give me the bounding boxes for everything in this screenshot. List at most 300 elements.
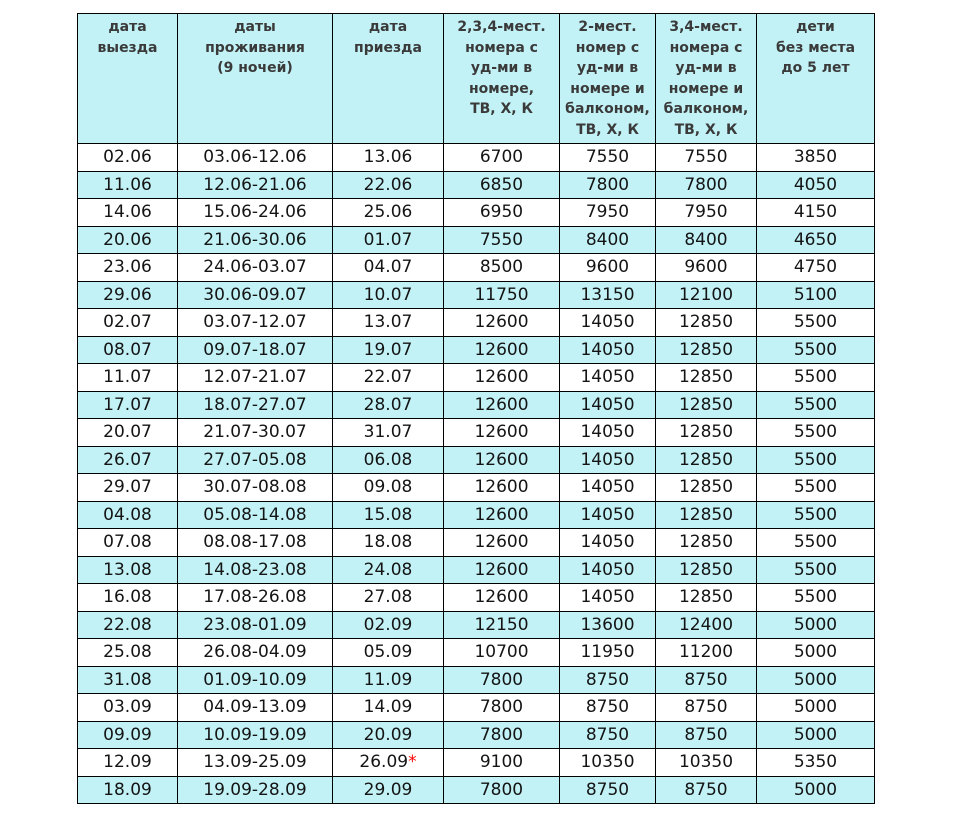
table-row xyxy=(78,529,875,557)
table-row xyxy=(78,694,875,722)
price-234-bed-cell-value: 6850 xyxy=(479,174,524,195)
price-34-bed-balcony-cell xyxy=(656,336,757,364)
table-body xyxy=(78,144,875,804)
header-row xyxy=(78,14,875,144)
arrival-date-cell-value: 22.06 xyxy=(363,174,413,195)
price-2-bed-balcony-cell-value: 13150 xyxy=(580,284,635,305)
header-line: номера с xyxy=(465,39,538,56)
table-row xyxy=(78,336,875,364)
table-row xyxy=(78,721,875,749)
arrival-date-cell-value: 27.08 xyxy=(363,587,413,608)
children-price-cell-value: 4750 xyxy=(793,257,838,278)
arrival-date-cell-value: 25.06 xyxy=(363,202,413,223)
price-34-bed-balcony-cell-value: 7950 xyxy=(684,202,728,223)
header-line: номера с xyxy=(669,39,743,56)
arrival-date-cell-value: 04.07 xyxy=(363,257,413,278)
stay-dates-cell xyxy=(178,666,333,694)
arrival-date-cell-value: 29.09 xyxy=(363,779,413,800)
price-2-bed-balcony-cell xyxy=(560,639,656,667)
arrival-date-cell-value: 24.08 xyxy=(363,559,413,580)
departure-date-cell xyxy=(78,446,178,474)
stay-dates-cell xyxy=(178,309,333,337)
children-price-cell-value: 5000 xyxy=(793,669,838,690)
header-line: номере и xyxy=(668,80,744,97)
price-2-bed-balcony-cell-value: 11950 xyxy=(580,642,635,663)
stay-dates-cell xyxy=(178,226,333,254)
header-line: проживания xyxy=(205,39,305,56)
children-price-cell xyxy=(757,749,875,777)
stay-dates-cell xyxy=(178,611,333,639)
price-234-bed-cell xyxy=(444,254,560,282)
header-line: даты xyxy=(234,19,276,35)
price-34-bed-balcony-cell-value: 8750 xyxy=(684,779,728,800)
price-234-bed-cell-value: 7550 xyxy=(479,229,524,250)
departure-date-cell-value: 07.08 xyxy=(103,532,152,553)
children-price-cell xyxy=(757,336,875,364)
departure-date-cell xyxy=(78,721,178,749)
stay-dates-cell xyxy=(178,584,333,612)
price-table xyxy=(77,13,875,804)
arrival-date-cell xyxy=(333,666,444,694)
children-price-cell xyxy=(757,226,875,254)
price-2-bed-balcony-cell xyxy=(560,309,656,337)
departure-date-cell xyxy=(78,501,178,529)
children-price-cell xyxy=(757,309,875,337)
arrival-date-cell xyxy=(333,529,444,557)
children-price-cell xyxy=(757,199,875,227)
stay-dates-cell xyxy=(178,281,333,309)
children-price-cell xyxy=(757,254,875,282)
price-2-bed-balcony-cell xyxy=(560,749,656,777)
price-34-bed-balcony-cell-value: 12850 xyxy=(678,532,734,553)
arrival-date-cell-value: 10.07 xyxy=(363,284,413,305)
price-34-bed-balcony-cell xyxy=(656,639,757,667)
price-234-bed-cell xyxy=(444,391,560,419)
price-2-bed-balcony-cell xyxy=(560,391,656,419)
header-line: дети xyxy=(796,19,835,35)
departure-date-cell-value: 04.08 xyxy=(103,504,152,525)
arrival-date-cell-value: 05.09 xyxy=(363,642,413,663)
arrival-date-cell-value: 15.08 xyxy=(363,504,413,525)
price-34-bed-balcony-cell-value: 10350 xyxy=(678,752,734,773)
price-2-bed-balcony-cell xyxy=(560,419,656,447)
departure-date-cell xyxy=(78,749,178,777)
price-34-bed-balcony-cell xyxy=(656,556,757,584)
price-234-bed-cell-value: 10700 xyxy=(474,642,529,663)
price-2-bed-balcony-cell xyxy=(560,281,656,309)
children-price-cell-value: 5500 xyxy=(793,532,838,553)
arrival-date-cell xyxy=(333,501,444,529)
children-price-cell xyxy=(757,281,875,309)
table-row xyxy=(78,309,875,337)
price-2-bed-balcony-cell-value: 7800 xyxy=(585,174,630,195)
header-arrival-date xyxy=(333,14,444,144)
stay-dates-cell xyxy=(178,391,333,419)
price-34-bed-balcony-cell-value: 7800 xyxy=(684,174,728,195)
price-34-bed-balcony-cell xyxy=(656,226,757,254)
arrival-date-cell xyxy=(333,556,444,584)
table-row xyxy=(78,666,875,694)
arrival-date-cell xyxy=(333,309,444,337)
price-234-bed-cell-value: 8500 xyxy=(479,257,524,278)
children-price-cell xyxy=(757,391,875,419)
table-row xyxy=(78,584,875,612)
table-row xyxy=(78,144,875,172)
price-2-bed-balcony-cell xyxy=(560,721,656,749)
table-row xyxy=(78,749,875,777)
price-34-bed-balcony-cell-value: 9600 xyxy=(684,257,728,278)
price-34-bed-balcony-cell xyxy=(656,584,757,612)
stay-dates-cell-value: 09.07-18.07 xyxy=(203,339,307,360)
header-children-no-bed xyxy=(757,14,875,144)
table-row xyxy=(78,199,875,227)
departure-date-cell-value: 03.09 xyxy=(103,697,152,718)
arrival-date-cell xyxy=(333,199,444,227)
departure-date-cell-value: 12.09 xyxy=(103,752,152,773)
price-34-bed-balcony-cell xyxy=(656,666,757,694)
price-234-bed-cell-value: 12600 xyxy=(474,477,529,498)
children-price-cell-value: 5000 xyxy=(793,697,838,718)
departure-date-cell-value: 26.07 xyxy=(103,449,152,470)
arrival-date-cell xyxy=(333,694,444,722)
price-34-bed-balcony-cell xyxy=(656,391,757,419)
departure-date-cell-value: 31.08 xyxy=(103,669,152,690)
header-price-34-bed-balcony xyxy=(656,14,757,144)
price-2-bed-balcony-cell xyxy=(560,144,656,172)
arrival-date-cell-value: 14.09 xyxy=(363,697,413,718)
departure-date-cell-value: 14.06 xyxy=(103,202,152,223)
footnote-asterisk: * xyxy=(408,752,417,773)
header-stay-dates xyxy=(178,14,333,144)
departure-date-cell-value: 11.06 xyxy=(103,174,152,195)
departure-date-cell-value: 11.07 xyxy=(103,367,152,388)
children-price-cell-value: 5500 xyxy=(793,394,838,415)
arrival-date-cell-value: 20.09 xyxy=(363,724,413,745)
arrival-date-cell-value: 26.09 xyxy=(359,752,409,773)
table-row xyxy=(78,226,875,254)
header-line: балконом, xyxy=(565,101,650,117)
header-price-234-bed xyxy=(444,14,560,144)
price-34-bed-balcony-cell xyxy=(656,309,757,337)
price-34-bed-balcony-cell-value: 12850 xyxy=(678,312,734,333)
price-2-bed-balcony-cell-value: 14050 xyxy=(580,367,635,388)
stay-dates-cell xyxy=(178,419,333,447)
price-234-bed-cell xyxy=(444,776,560,804)
price-234-bed-cell-value: 11750 xyxy=(474,284,529,305)
price-34-bed-balcony-cell xyxy=(656,171,757,199)
stay-dates-cell xyxy=(178,776,333,804)
price-2-bed-balcony-cell-value: 14050 xyxy=(580,587,635,608)
children-price-cell xyxy=(757,529,875,557)
price-234-bed-cell-value: 12600 xyxy=(474,587,529,608)
arrival-date-cell xyxy=(333,446,444,474)
price-234-bed-cell-value: 7800 xyxy=(479,669,524,690)
price-2-bed-balcony-cell-value: 10350 xyxy=(580,752,635,773)
stay-dates-cell-value: 05.08-14.08 xyxy=(203,504,307,525)
price-234-bed-cell-value: 6950 xyxy=(479,202,524,223)
departure-date-cell xyxy=(78,639,178,667)
table-row xyxy=(78,776,875,804)
price-234-bed-cell xyxy=(444,749,560,777)
children-price-cell-value: 5500 xyxy=(793,449,838,470)
price-2-bed-balcony-cell-value: 13600 xyxy=(580,614,635,635)
header-line: уд-ми в xyxy=(576,60,639,76)
price-2-bed-balcony-cell-value: 14050 xyxy=(580,477,635,498)
departure-date-cell xyxy=(78,776,178,804)
header-line: номере, xyxy=(468,80,535,97)
departure-date-cell-value: 18.09 xyxy=(103,779,152,800)
stay-dates-cell-value: 27.07-05.08 xyxy=(203,449,307,470)
price-2-bed-balcony-cell-value: 14050 xyxy=(580,504,635,525)
children-price-cell-value: 5000 xyxy=(793,724,838,745)
children-price-cell-value: 5500 xyxy=(793,367,838,388)
arrival-date-cell xyxy=(333,584,444,612)
price-234-bed-cell-value: 12600 xyxy=(474,367,529,388)
departure-date-cell-value: 16.08 xyxy=(103,587,152,608)
children-price-cell-value: 5500 xyxy=(793,504,838,525)
header-line: 2,3,4-мест. xyxy=(457,19,546,35)
arrival-date-cell xyxy=(333,254,444,282)
price-34-bed-balcony-cell-value: 12100 xyxy=(678,284,734,305)
stay-dates-cell-value: 01.09-10.09 xyxy=(203,669,307,690)
stay-dates-cell xyxy=(178,694,333,722)
price-34-bed-balcony-cell-value: 12850 xyxy=(678,339,734,360)
price-34-bed-balcony-cell-value: 12850 xyxy=(678,477,734,498)
price-2-bed-balcony-cell-value: 14050 xyxy=(580,449,635,470)
price-2-bed-balcony-cell xyxy=(560,584,656,612)
stay-dates-cell xyxy=(178,254,333,282)
stay-dates-cell-value: 15.06-24.06 xyxy=(203,202,307,223)
departure-date-cell-value: 17.07 xyxy=(103,394,152,415)
children-price-cell xyxy=(757,694,875,722)
price-34-bed-balcony-cell xyxy=(656,254,757,282)
departure-date-cell xyxy=(78,199,178,227)
price-2-bed-balcony-cell-value: 8750 xyxy=(585,669,630,690)
departure-date-cell xyxy=(78,694,178,722)
arrival-date-cell xyxy=(333,281,444,309)
stay-dates-cell-value: 17.08-26.08 xyxy=(203,587,307,608)
departure-date-cell xyxy=(78,226,178,254)
price-2-bed-balcony-cell-value: 14050 xyxy=(580,312,635,333)
children-price-cell-value: 4050 xyxy=(793,174,838,195)
price-234-bed-cell xyxy=(444,584,560,612)
header-line: 2-мест. xyxy=(578,19,637,35)
children-price-cell xyxy=(757,556,875,584)
header-line: уд-ми в xyxy=(470,60,533,76)
children-price-cell-value: 5000 xyxy=(793,642,838,663)
departure-date-cell xyxy=(78,556,178,584)
children-price-cell xyxy=(757,584,875,612)
stay-dates-cell xyxy=(178,721,333,749)
price-34-bed-balcony-cell-value: 12400 xyxy=(678,614,734,635)
price-234-bed-cell xyxy=(444,364,560,392)
children-price-cell-value: 4150 xyxy=(793,202,838,223)
price-2-bed-balcony-cell xyxy=(560,666,656,694)
header-line: (9 ночей) xyxy=(217,60,293,76)
price-34-bed-balcony-cell-value: 8400 xyxy=(684,229,728,250)
header-line: балконом, xyxy=(663,101,749,117)
price-2-bed-balcony-cell xyxy=(560,254,656,282)
children-price-cell xyxy=(757,639,875,667)
stay-dates-cell-value: 18.07-27.07 xyxy=(203,394,307,415)
departure-date-cell xyxy=(78,529,178,557)
price-234-bed-cell-value: 12600 xyxy=(474,312,529,333)
departure-date-cell-value: 08.07 xyxy=(103,339,152,360)
price-2-bed-balcony-cell xyxy=(560,171,656,199)
price-2-bed-balcony-cell xyxy=(560,529,656,557)
price-34-bed-balcony-cell-value: 12850 xyxy=(678,559,734,580)
arrival-date-cell xyxy=(333,364,444,392)
arrival-date-cell xyxy=(333,776,444,804)
children-price-cell-value: 5000 xyxy=(793,779,838,800)
stay-dates-cell-value: 03.06-12.06 xyxy=(203,147,307,168)
stay-dates-cell-value: 04.09-13.09 xyxy=(203,697,307,718)
price-2-bed-balcony-cell xyxy=(560,556,656,584)
children-price-cell xyxy=(757,171,875,199)
arrival-date-cell-value: 11.09 xyxy=(363,669,413,690)
price-34-bed-balcony-cell xyxy=(656,501,757,529)
departure-date-cell xyxy=(78,666,178,694)
price-234-bed-cell-value: 6700 xyxy=(479,147,524,168)
price-234-bed-cell xyxy=(444,144,560,172)
departure-date-cell xyxy=(78,281,178,309)
children-price-cell xyxy=(757,446,875,474)
arrival-date-cell-value: 19.07 xyxy=(363,339,413,360)
price-34-bed-balcony-cell xyxy=(656,474,757,502)
stay-dates-cell-value: 23.08-01.09 xyxy=(203,614,307,635)
arrival-date-cell-value: 18.08 xyxy=(363,532,413,553)
stay-dates-cell xyxy=(178,171,333,199)
arrival-date-cell xyxy=(333,226,444,254)
children-price-cell xyxy=(757,611,875,639)
departure-date-cell xyxy=(78,391,178,419)
departure-date-cell-value: 20.07 xyxy=(103,422,152,443)
price-34-bed-balcony-cell xyxy=(656,144,757,172)
price-2-bed-balcony-cell xyxy=(560,446,656,474)
stay-dates-cell xyxy=(178,501,333,529)
price-34-bed-balcony-cell xyxy=(656,529,757,557)
stay-dates-cell-value: 30.07-08.08 xyxy=(203,477,307,498)
children-price-cell xyxy=(757,144,875,172)
departure-date-cell-value: 29.06 xyxy=(103,284,152,305)
price-234-bed-cell-value: 7800 xyxy=(479,724,524,745)
header-line: приезда xyxy=(354,39,422,56)
price-2-bed-balcony-cell xyxy=(560,611,656,639)
arrival-date-cell xyxy=(333,336,444,364)
price-234-bed-cell-value: 7800 xyxy=(479,779,524,800)
stay-dates-cell-value: 24.06-03.07 xyxy=(203,257,307,278)
price-34-bed-balcony-cell xyxy=(656,776,757,804)
price-2-bed-balcony-cell-value: 14050 xyxy=(580,532,635,553)
price-34-bed-balcony-cell xyxy=(656,611,757,639)
price-34-bed-balcony-cell-value: 8750 xyxy=(684,669,728,690)
header-line: до 5 лет xyxy=(781,60,850,76)
children-price-cell-value: 5000 xyxy=(793,614,838,635)
children-price-cell-value: 5500 xyxy=(793,339,838,360)
table-row xyxy=(78,474,875,502)
children-price-cell xyxy=(757,419,875,447)
stay-dates-cell-value: 14.08-23.08 xyxy=(203,559,307,580)
stay-dates-cell xyxy=(178,364,333,392)
price-2-bed-balcony-cell-value: 8400 xyxy=(585,229,630,250)
children-price-cell-value: 5500 xyxy=(793,312,838,333)
arrival-date-cell-value: 22.07 xyxy=(363,367,413,388)
price-34-bed-balcony-cell xyxy=(656,419,757,447)
stay-dates-cell xyxy=(178,144,333,172)
price-234-bed-cell xyxy=(444,336,560,364)
table-row xyxy=(78,391,875,419)
price-2-bed-balcony-cell-value: 14050 xyxy=(580,339,635,360)
departure-date-cell-value: 23.06 xyxy=(103,257,152,278)
price-34-bed-balcony-cell-value: 12850 xyxy=(678,504,734,525)
price-234-bed-cell xyxy=(444,446,560,474)
stay-dates-cell-value: 19.09-28.09 xyxy=(203,779,307,800)
price-234-bed-cell xyxy=(444,639,560,667)
stay-dates-cell xyxy=(178,639,333,667)
price-34-bed-balcony-cell-value: 11200 xyxy=(678,642,734,663)
children-price-cell-value: 5500 xyxy=(793,559,838,580)
arrival-date-cell-value: 06.08 xyxy=(363,449,413,470)
arrival-date-cell xyxy=(333,749,444,777)
stay-dates-cell-value: 13.09-25.09 xyxy=(203,752,307,773)
price-234-bed-cell-value: 12600 xyxy=(474,504,529,525)
arrival-date-cell-value: 28.07 xyxy=(363,394,413,415)
children-price-cell-value: 5500 xyxy=(793,587,838,608)
header-line: 3,4-мест. xyxy=(669,19,743,35)
header-line: без места xyxy=(775,39,856,56)
header-line: ТВ, Х, К xyxy=(674,121,738,138)
price-234-bed-cell-value: 9100 xyxy=(479,752,524,773)
arrival-date-cell-value: 01.07 xyxy=(363,229,413,250)
price-234-bed-cell-value: 12600 xyxy=(474,559,529,580)
price-2-bed-balcony-cell xyxy=(560,694,656,722)
children-price-cell xyxy=(757,474,875,502)
price-234-bed-cell xyxy=(444,419,560,447)
price-34-bed-balcony-cell xyxy=(656,749,757,777)
header-departure-date xyxy=(78,14,178,144)
price-234-bed-cell-value: 12600 xyxy=(474,449,529,470)
stay-dates-cell xyxy=(178,446,333,474)
departure-date-cell-value: 29.07 xyxy=(103,477,152,498)
stay-dates-cell-value: 10.09-19.09 xyxy=(203,724,307,745)
departure-date-cell xyxy=(78,336,178,364)
table-row xyxy=(78,254,875,282)
price-234-bed-cell-value: 12600 xyxy=(474,339,529,360)
children-price-cell-value: 5500 xyxy=(793,477,838,498)
price-234-bed-cell xyxy=(444,171,560,199)
price-34-bed-balcony-cell-value: 8750 xyxy=(684,724,728,745)
arrival-date-cell xyxy=(333,639,444,667)
table-row xyxy=(78,364,875,392)
header-line: ТВ, Х, К xyxy=(470,101,533,117)
header-line: номер с xyxy=(575,39,640,56)
price-234-bed-cell xyxy=(444,281,560,309)
children-price-cell-value: 3850 xyxy=(793,147,838,168)
price-34-bed-balcony-cell xyxy=(656,721,757,749)
stay-dates-cell-value: 26.08-04.09 xyxy=(203,642,307,663)
header-line: дата xyxy=(368,19,408,35)
price-2-bed-balcony-cell-value: 14050 xyxy=(580,559,635,580)
stay-dates-cell xyxy=(178,529,333,557)
stay-dates-cell xyxy=(178,199,333,227)
arrival-date-cell xyxy=(333,171,444,199)
price-2-bed-balcony-cell-value: 8750 xyxy=(585,779,630,800)
header-line: номере и xyxy=(570,80,645,97)
arrival-date-cell xyxy=(333,419,444,447)
departure-date-cell xyxy=(78,254,178,282)
arrival-date-cell xyxy=(333,474,444,502)
stay-dates-cell xyxy=(178,336,333,364)
